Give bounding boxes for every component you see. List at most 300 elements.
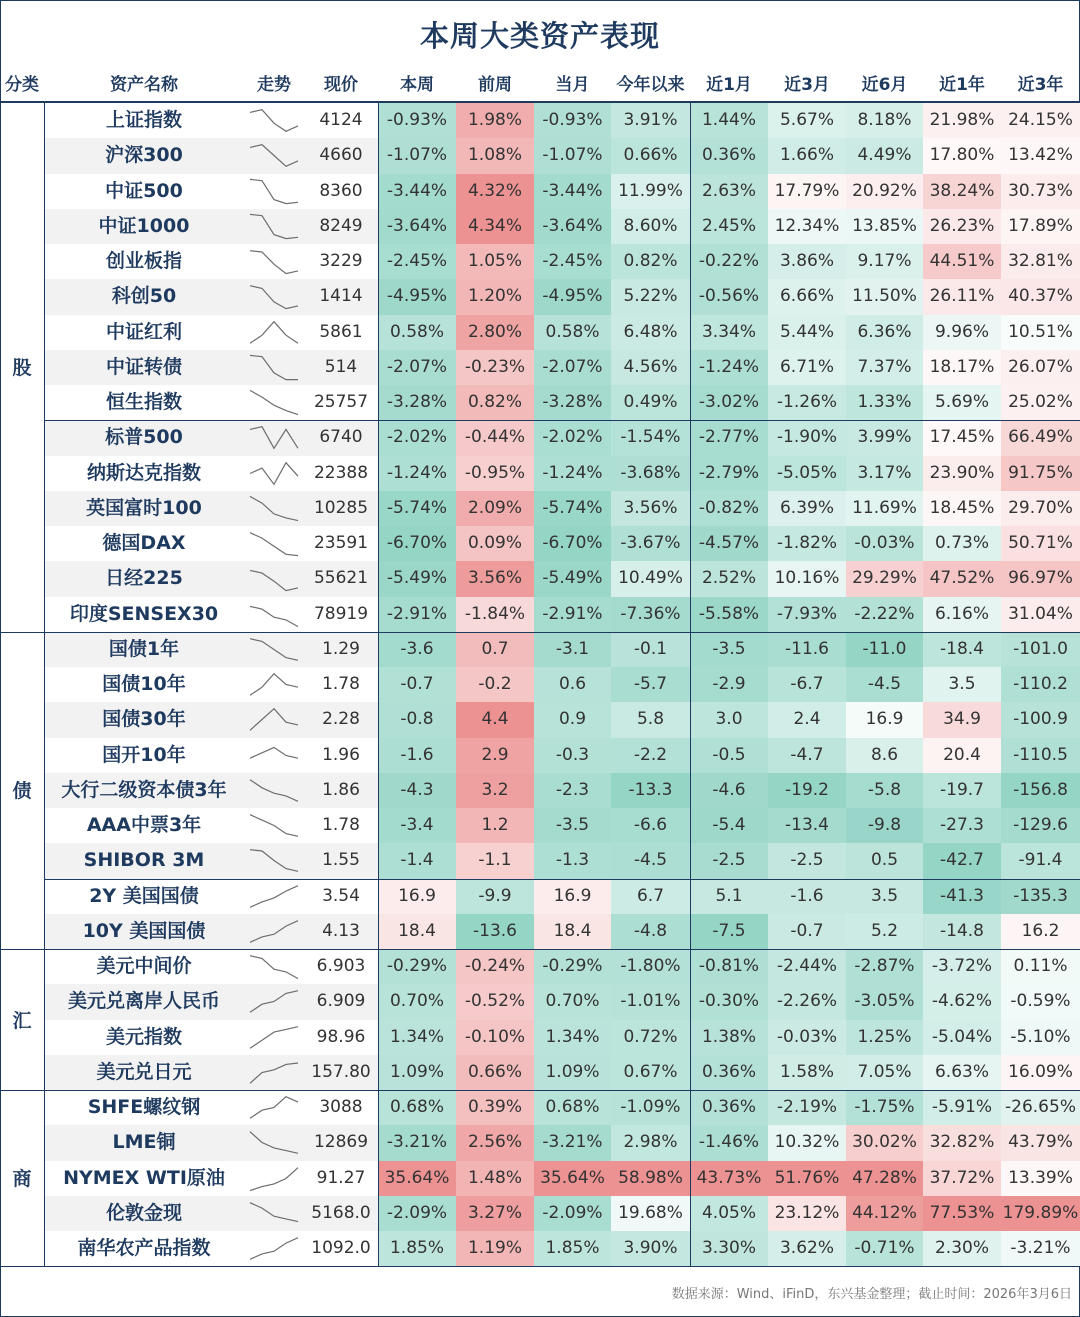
return-cell: -2.5	[690, 843, 768, 878]
return-cell: -5.91%	[923, 1090, 1001, 1125]
return-cell: 1.25%	[846, 1020, 923, 1055]
return-cell: -2.44%	[768, 949, 846, 984]
trend-line	[250, 920, 298, 942]
return-cell: 43.73%	[690, 1161, 768, 1196]
return-cell: -5.7	[611, 667, 690, 702]
table-row	[44, 702, 1080, 737]
current-price: 5168.0	[311, 1202, 371, 1223]
return-cell: 29.29%	[846, 561, 923, 596]
table-row	[44, 1161, 1080, 1196]
section-label-fx: 汇	[12, 1009, 32, 1032]
asset-name: 上证指数	[105, 109, 182, 131]
current-price: 6.903	[316, 956, 366, 976]
return-cell: 0.7	[456, 632, 534, 667]
trend-sparkline	[248, 775, 300, 806]
current-price: 1.78	[322, 674, 360, 694]
current-price: 1414	[319, 286, 363, 307]
return-cell: 1.20%	[456, 279, 534, 314]
return-cell: -4.5	[611, 843, 690, 878]
return-cell: -0.56%	[690, 279, 768, 314]
trend-sparkline	[248, 845, 300, 876]
return-cell: -13.4	[768, 808, 846, 843]
return-cell: -3.21%	[534, 1125, 611, 1160]
return-cell: 0.36%	[690, 138, 768, 173]
current-price: 5861	[319, 321, 363, 342]
return-cell: -2.87%	[846, 949, 923, 984]
return-cell: 30.73%	[1001, 174, 1080, 209]
return-cell: 2.80%	[456, 315, 534, 350]
return-cell: 6.71%	[768, 350, 846, 385]
return-cell: 0.70%	[378, 984, 456, 1019]
return-cell: 0.73%	[923, 526, 1001, 561]
return-cell: 1.34%	[378, 1020, 456, 1055]
return-cell: -3.5	[690, 632, 768, 667]
return-cell: -1.09%	[611, 1090, 690, 1125]
return-cell: 1.38%	[690, 1020, 768, 1055]
return-cell: 1.58%	[768, 1055, 846, 1090]
return-cell: -1.6	[768, 879, 846, 914]
return-cell: -41.3	[923, 879, 1001, 914]
current-price: 98.96	[316, 1026, 366, 1047]
return-cell: -91.4	[1001, 843, 1080, 878]
return-cell: -3.21%	[378, 1125, 456, 1160]
trend-sparkline	[248, 951, 300, 982]
return-cell: -2.02%	[534, 420, 611, 455]
current-price: 1.55	[322, 850, 360, 871]
return-cell: 0.5	[846, 843, 923, 878]
return-cell: 7.37%	[846, 350, 923, 385]
trend-line	[250, 1063, 298, 1083]
return-cell: 20.92%	[846, 174, 923, 209]
asset-name: 创业板指	[105, 250, 182, 272]
return-cell: -1.80%	[611, 949, 690, 984]
current-price: 1.29	[322, 638, 360, 659]
return-cell: -13.6	[456, 914, 534, 949]
return-cell: -0.29%	[534, 949, 611, 984]
return-cell: -4.95%	[534, 279, 611, 314]
return-cell: 6.36%	[846, 315, 923, 350]
return-cell: 3.34%	[690, 315, 768, 350]
return-cell: -1.3	[534, 843, 611, 878]
return-cell: -2.02%	[378, 420, 456, 455]
return-cell: -5.58%	[690, 597, 768, 632]
return-cell: 16.2	[1001, 914, 1080, 949]
return-cell: 23.12%	[768, 1196, 846, 1231]
current-price: 2.28	[322, 709, 360, 730]
section-divider	[0, 949, 1080, 950]
table-row	[44, 138, 1080, 173]
return-cell: -2.45%	[378, 244, 456, 279]
return-cell: 3.0	[690, 702, 768, 737]
trend-sparkline	[248, 493, 300, 524]
return-cell: -9.8	[846, 808, 923, 843]
return-cell: 18.17%	[923, 350, 1001, 385]
return-cell: 3.5	[923, 667, 1001, 702]
return-cell: 5.44%	[768, 315, 846, 350]
return-cell: -18.4	[923, 632, 1001, 667]
return-cell: -2.79%	[690, 456, 768, 491]
return-cell: -1.07%	[378, 138, 456, 173]
return-cell: -5.10%	[1001, 1020, 1080, 1055]
return-cell: -3.44%	[378, 174, 456, 209]
table-row	[44, 420, 1080, 455]
return-cell: -2.91%	[378, 597, 456, 632]
return-cell: -0.95%	[456, 456, 534, 491]
return-cell: 4.4	[456, 702, 534, 737]
return-cell: -2.3	[534, 773, 611, 808]
return-cell: -2.22%	[846, 597, 923, 632]
return-cell: -26.65%	[1001, 1090, 1080, 1125]
return-cell: -4.95%	[378, 279, 456, 314]
return-cell: 0.68%	[534, 1090, 611, 1125]
return-cell: 24.15%	[1001, 103, 1080, 138]
return-cell: -0.7	[768, 914, 846, 949]
current-price: 1.86	[322, 779, 360, 800]
return-cell: -7.93%	[768, 597, 846, 632]
header-period-prev-week: 前周	[478, 75, 512, 95]
asset-name: LME铜	[112, 1131, 176, 1154]
trend-line	[250, 815, 298, 837]
table-row	[44, 984, 1080, 1019]
return-cell: -3.72%	[923, 949, 1001, 984]
current-price: 1.96	[322, 744, 360, 765]
return-cell: -11.0	[846, 632, 923, 667]
return-cell: -3.64%	[378, 209, 456, 244]
return-cell: 5.8	[611, 702, 690, 737]
current-price: 55621	[313, 568, 369, 589]
return-cell: -1.84%	[456, 597, 534, 632]
return-cell: -2.07%	[534, 350, 611, 385]
return-cell: 3.90%	[611, 1231, 690, 1266]
asset-name: 2Y 美国国债	[89, 884, 199, 907]
return-cell: 1.2	[456, 808, 534, 843]
return-cell: 3.30%	[690, 1231, 768, 1266]
table-row	[44, 174, 1080, 209]
return-cell: -0.71%	[846, 1231, 923, 1266]
return-cell: -110.5	[1001, 738, 1080, 773]
return-cell: -2.91%	[534, 597, 611, 632]
return-cell: -14.8	[923, 914, 1001, 949]
current-price: 23591	[313, 533, 369, 553]
current-price: 4.13	[322, 920, 360, 941]
asset-name: 美元中间价	[96, 955, 192, 977]
return-cell: 1.85%	[534, 1231, 611, 1266]
return-cell: 1.48%	[456, 1161, 534, 1196]
return-cell: -1.01%	[611, 984, 690, 1019]
table-row	[44, 632, 1080, 667]
return-cell: -0.30%	[690, 984, 768, 1019]
asset-name: 中证转债	[105, 355, 182, 378]
asset-name: 科创50	[111, 285, 177, 308]
trend-sparkline	[248, 599, 300, 630]
return-cell: -0.2	[456, 667, 534, 702]
return-cell: 4.32%	[456, 174, 534, 209]
return-cell: -0.8	[378, 702, 456, 737]
return-cell: 32.81%	[1001, 244, 1080, 279]
return-cell: 43.79%	[1001, 1125, 1080, 1160]
trend-line	[250, 321, 298, 343]
return-cell: 5.69%	[923, 385, 1001, 420]
asset-name: 中证红利	[105, 320, 182, 343]
trend-sparkline	[248, 740, 300, 771]
return-cell: 5.2	[846, 914, 923, 949]
return-cell: -2.26%	[768, 984, 846, 1019]
return-cell: -3.21%	[1001, 1231, 1080, 1266]
current-price: 3229	[319, 251, 363, 271]
trend-line	[250, 1167, 298, 1190]
trend-line	[250, 462, 298, 484]
return-cell: 38.24%	[923, 174, 1001, 209]
return-cell: -1.82%	[768, 526, 846, 561]
return-cell: 47.52%	[923, 561, 1001, 596]
return-cell: -1.75%	[846, 1090, 923, 1125]
return-cell: -1.6	[378, 738, 456, 773]
return-cell: 3.2	[456, 773, 534, 808]
header-period-3y: 近3年	[1017, 75, 1064, 95]
table-row	[44, 914, 1080, 949]
return-cell: -5.74%	[378, 491, 456, 526]
return-cell: 12.34%	[768, 209, 846, 244]
return-cell: 2.9	[456, 738, 534, 773]
current-price: 4124	[319, 110, 363, 130]
return-cell: -2.09%	[378, 1196, 456, 1231]
return-cell: -0.24%	[456, 949, 534, 984]
table-row	[44, 209, 1080, 244]
return-cell: 2.52%	[690, 561, 768, 596]
return-cell: -1.90%	[768, 420, 846, 455]
table-row	[44, 491, 1080, 526]
return-cell: -0.1	[611, 632, 690, 667]
trend-sparkline	[248, 1233, 300, 1264]
trend-line	[250, 1132, 298, 1154]
return-cell: 0.82%	[611, 244, 690, 279]
return-cell: 35.64%	[534, 1161, 611, 1196]
return-cell: 2.30%	[923, 1231, 1001, 1266]
return-cell: 3.99%	[846, 420, 923, 455]
return-cell: 2.63%	[690, 174, 768, 209]
return-cell: 51.76%	[768, 1161, 846, 1196]
return-cell: 40.37%	[1001, 279, 1080, 314]
return-cell: 16.9	[846, 702, 923, 737]
return-cell: 32.82%	[923, 1125, 1001, 1160]
return-cell: -4.57%	[690, 526, 768, 561]
table-row	[44, 103, 1080, 138]
return-cell: 18.45%	[923, 491, 1001, 526]
return-cell: 9.96%	[923, 315, 1001, 350]
return-cell: -1.1	[456, 843, 534, 878]
return-cell: 0.82%	[456, 385, 534, 420]
current-price: 3.54	[322, 885, 360, 906]
trend-sparkline	[248, 986, 300, 1017]
trend-sparkline	[248, 422, 300, 453]
return-cell: 0.36%	[690, 1090, 768, 1125]
return-cell: 10.32%	[768, 1125, 846, 1160]
trend-line	[250, 747, 298, 758]
current-price: 8360	[319, 180, 363, 201]
return-cell: -19.2	[768, 773, 846, 808]
return-cell: 6.48%	[611, 315, 690, 350]
return-cell: -156.8	[1001, 773, 1080, 808]
current-price: 10285	[313, 497, 369, 518]
return-cell: 10.51%	[1001, 315, 1080, 350]
return-cell: 8.60%	[611, 209, 690, 244]
return-cell: -0.10%	[456, 1020, 534, 1055]
return-cell: -11.6	[768, 632, 846, 667]
trend-line	[250, 991, 298, 1013]
return-cell: -0.44%	[456, 420, 534, 455]
table-row	[44, 1125, 1080, 1160]
table-row	[44, 315, 1080, 350]
return-cell: 3.56%	[456, 561, 534, 596]
return-cell: -3.6	[378, 632, 456, 667]
section-label-stock: 股	[12, 357, 32, 380]
return-cell: 0.09%	[456, 526, 534, 561]
table-row	[44, 244, 1080, 279]
current-price: 78919	[313, 603, 369, 624]
trend-sparkline	[248, 140, 300, 171]
return-cell: 3.27%	[456, 1196, 534, 1231]
return-cell: -4.8	[611, 914, 690, 949]
return-cell: 3.62%	[768, 1231, 846, 1266]
table-row	[44, 597, 1080, 632]
trend-line	[250, 850, 298, 872]
return-cell: 4.34%	[456, 209, 534, 244]
trend-sparkline	[248, 246, 300, 277]
return-cell: -9.9	[456, 879, 534, 914]
trend-line	[250, 251, 298, 274]
trend-sparkline	[248, 634, 300, 665]
return-cell: -3.68%	[611, 456, 690, 491]
return-cell: 11.69%	[846, 491, 923, 526]
return-cell: -1.46%	[690, 1125, 768, 1160]
return-cell: -3.64%	[534, 209, 611, 244]
return-cell: 5.67%	[768, 103, 846, 138]
trend-line	[250, 956, 298, 979]
return-cell: -0.59%	[1001, 984, 1080, 1019]
trend-line	[250, 496, 298, 520]
return-cell: 4.56%	[611, 350, 690, 385]
return-cell: -2.19%	[768, 1090, 846, 1125]
header-category: 分类	[5, 75, 39, 95]
return-cell: 3.86%	[768, 244, 846, 279]
return-cell: 0.58%	[534, 315, 611, 350]
header-period-month: 当月	[555, 75, 590, 95]
header-period-6m: 近6月	[861, 75, 908, 95]
current-price: 6740	[319, 427, 363, 448]
return-cell: -3.28%	[534, 385, 611, 420]
return-cell: 44.12%	[846, 1196, 923, 1231]
return-cell: 18.4	[534, 914, 611, 949]
return-cell: 8.18%	[846, 103, 923, 138]
trend-line	[250, 286, 298, 309]
return-cell: -0.82%	[690, 491, 768, 526]
asset-name: 纳斯达克指数	[86, 461, 201, 484]
period-group-divider	[690, 103, 691, 1266]
return-cell: -5.8	[846, 773, 923, 808]
asset-name: 南华农产品指数	[77, 1237, 211, 1259]
return-cell: 35.64%	[378, 1161, 456, 1196]
asset-name: 美元兑日元	[96, 1060, 192, 1083]
return-cell: 0.39%	[456, 1090, 534, 1125]
trend-line	[250, 709, 298, 731]
return-cell: 13.42%	[1001, 138, 1080, 173]
return-cell: 47.28%	[846, 1161, 923, 1196]
asset-name: 中证500	[105, 179, 183, 202]
return-cell: -5.49%	[378, 561, 456, 596]
current-price: 157.80	[311, 1061, 371, 1082]
trend-sparkline	[248, 352, 300, 383]
return-cell: -1.07%	[534, 138, 611, 173]
return-cell: -42.7	[923, 843, 1001, 878]
return-cell: 0.72%	[611, 1020, 690, 1055]
return-cell: -100.9	[1001, 702, 1080, 737]
header-period-1y: 近1年	[939, 75, 985, 95]
return-cell: 0.11%	[1001, 949, 1080, 984]
trend-line	[250, 110, 298, 132]
return-cell: -6.70%	[378, 526, 456, 561]
return-cell: -3.02%	[690, 385, 768, 420]
return-cell: 9.17%	[846, 244, 923, 279]
return-cell: 1.98%	[456, 103, 534, 138]
trend-line	[250, 214, 298, 238]
current-price: 514	[324, 356, 358, 377]
trend-line	[250, 571, 298, 591]
trend-line	[250, 606, 298, 626]
table-row	[44, 456, 1080, 491]
asset-name: SHFE螺纹钢	[87, 1096, 201, 1118]
trend-sparkline	[248, 176, 300, 207]
return-cell: -0.7	[378, 667, 456, 702]
header-period-ytd: 今年以来	[616, 75, 685, 95]
return-cell: 2.98%	[611, 1125, 690, 1160]
return-cell: 0.9	[534, 702, 611, 737]
return-cell: -101.0	[1001, 632, 1080, 667]
return-cell: 44.51%	[923, 244, 1001, 279]
return-cell: 16.9	[534, 879, 611, 914]
return-cell: 6.63%	[923, 1055, 1001, 1090]
return-cell: 6.39%	[768, 491, 846, 526]
asset-name: 国开10年	[102, 743, 186, 766]
return-cell: 10.16%	[768, 561, 846, 596]
return-cell: 7.05%	[846, 1055, 923, 1090]
header-period-3m: 近3月	[784, 75, 830, 95]
return-cell: -27.3	[923, 808, 1001, 843]
return-cell: -13.3	[611, 773, 690, 808]
trend-line	[250, 355, 298, 379]
return-cell: -2.9	[690, 667, 768, 702]
return-cell: -0.22%	[690, 244, 768, 279]
return-cell: -4.5	[846, 667, 923, 702]
trend-sparkline	[248, 105, 300, 136]
trend-sparkline	[248, 458, 300, 489]
return-cell: 1.34%	[534, 1020, 611, 1055]
trend-sparkline	[248, 1057, 300, 1088]
group-divider	[44, 879, 1080, 880]
return-cell: 0.66%	[456, 1055, 534, 1090]
return-cell: -1.24%	[378, 456, 456, 491]
current-price: 3088	[319, 1097, 363, 1117]
return-cell: 17.79%	[768, 174, 846, 209]
return-cell: 16.9	[378, 879, 456, 914]
group-divider	[44, 420, 1080, 421]
return-cell: 66.49%	[1001, 420, 1080, 455]
return-cell: -3.44%	[534, 174, 611, 209]
return-cell: 30.02%	[846, 1125, 923, 1160]
return-cell: -2.77%	[690, 420, 768, 455]
return-cell: -4.6	[690, 773, 768, 808]
return-cell: 1.09%	[378, 1055, 456, 1090]
return-cell: 26.11%	[923, 279, 1001, 314]
